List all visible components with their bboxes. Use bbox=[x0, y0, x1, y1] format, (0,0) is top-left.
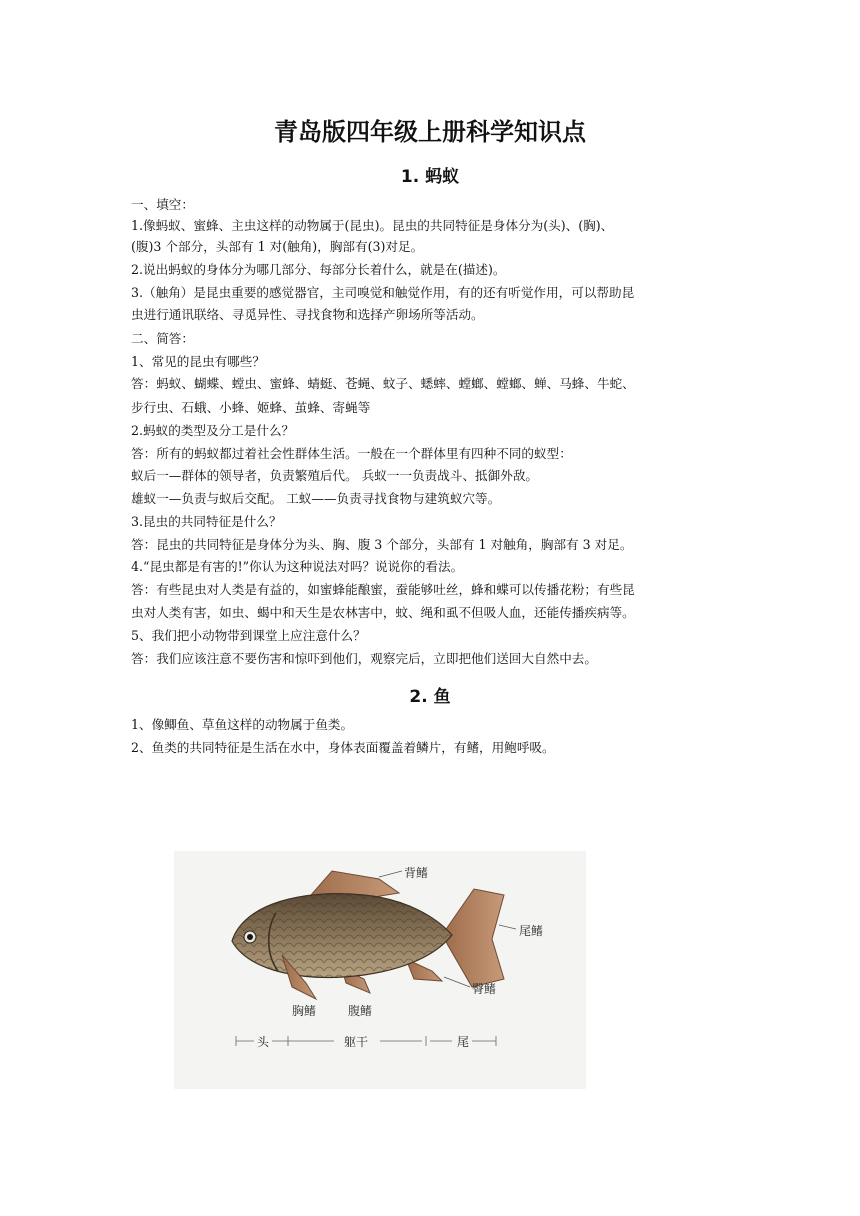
text-line: 3.（触角）是昆虫重要的感觉器官，主司嗅觉和触觉作用，有的还有听觉作用，可以帮助昆 bbox=[131, 285, 635, 300]
text-line: 1、像鲫鱼、草鱼这样的动物属于鱼类。 bbox=[131, 717, 354, 732]
label-tail-fin: 尾鳍 bbox=[519, 924, 544, 938]
text-line: 2.说出蚂蚁的身体分为哪几部分、每部分长着什么，就是在(描述)。 bbox=[131, 262, 506, 277]
section-heading-ant: 1. 蚂蚁 bbox=[400, 167, 460, 187]
text-line: 答：有些昆虫对人类是有益的，如蜜蜂能酿蜜，蚕能够吐丝，蜂和蝶可以传播花粉；有些昆 bbox=[131, 582, 635, 597]
fish-diagram bbox=[174, 851, 586, 1089]
text-line: 1.像蚂蚁、蜜蜂、主虫这样的动物属于(昆虫)。昆虫的共同特征是身体分为(头)、(胸)、 bbox=[131, 218, 614, 233]
label-dorsal-fin: 背鳍 bbox=[404, 866, 429, 880]
text-line: 步行虫、石蛾、小蜂、姬蜂、茧蜂、寄蝇等 bbox=[131, 400, 371, 415]
label-anal-fin: 臀鳍 bbox=[472, 982, 497, 996]
label-tail: 尾 bbox=[457, 1035, 470, 1049]
text-line: 3.昆虫的共同特征是什么？ bbox=[131, 514, 282, 529]
text-line: 答：我们应该注意不要伤害和惊吓到他们，观察完后，立即把他们送回大自然中去。 bbox=[131, 651, 597, 666]
text-line: 4.“昆虫都是有害的!”你认为这种说法对吗？说说你的看法。 bbox=[131, 559, 464, 574]
text-line: 1、常见的昆虫有哪些？ bbox=[131, 354, 265, 369]
label-pectoral-fin: 胸鳍 bbox=[292, 1004, 317, 1018]
text-line: 虫进行通讯联络、寻觅异性、寻找食物和选择产卵场所等活动。 bbox=[131, 307, 484, 322]
text-line: 二、简答： bbox=[131, 331, 194, 346]
tail-fin-shape bbox=[442, 889, 504, 987]
text-line: 答：蚂蚁、蝴蝶、螳虫、蜜蜂、蜻蜓、苍蝇、蚊子、蟋蟀、螳螂、螳螂、蝉、马蜂、牛蛇、 bbox=[131, 376, 635, 391]
text-line: 虫对人类有害，如虫、蝎中和天生是农林害中，蚊、绳和虱不但吸人血，还能传播疾病等。 bbox=[131, 605, 635, 620]
text-line: (腹)3 个部分，头部有 1 对(触角)，胸部有(3)对足。 bbox=[131, 239, 424, 254]
text-line: 2、鱼类的共同特征是生活在水中，身体表面覆盖着鳞片，有鳍，用鲍呼吸。 bbox=[131, 740, 555, 755]
text-line: 2.蚂蚁的类型及分工是什么？ bbox=[131, 423, 295, 438]
text-line: 5、我们把小动物带到课堂上应注意什么？ bbox=[131, 628, 366, 643]
text-line: 答：所有的蚂蚁都过着社会性群体生活。一般在一个群体里有四种不同的蚁型： bbox=[131, 446, 572, 461]
label-pelvic-fin: 腹鳍 bbox=[348, 1004, 373, 1018]
label-head: 头 bbox=[257, 1035, 270, 1049]
page-title: 青岛版四年级上册科学知识点 bbox=[274, 118, 586, 146]
text-line: 蚁后一—群体的领导者，负责繁殖后代。 兵蚁一一负责战斗、抵御外敌。 bbox=[131, 468, 539, 483]
section-heading-fish: 2. 鱼 bbox=[409, 687, 451, 707]
label-trunk: 躯干 bbox=[344, 1035, 369, 1049]
text-line: 一、填空： bbox=[131, 197, 194, 212]
text-line: 答：昆虫的共同特征是身体分为头、胸、腹 3 个部分，头部有 1 对触角，胸部有 3 对足。 bbox=[131, 537, 633, 552]
text-line: 雄蚁一—负责与蚁后交配。 工蚁——负责寻找食物与建筑蚁穴等。 bbox=[131, 491, 501, 506]
